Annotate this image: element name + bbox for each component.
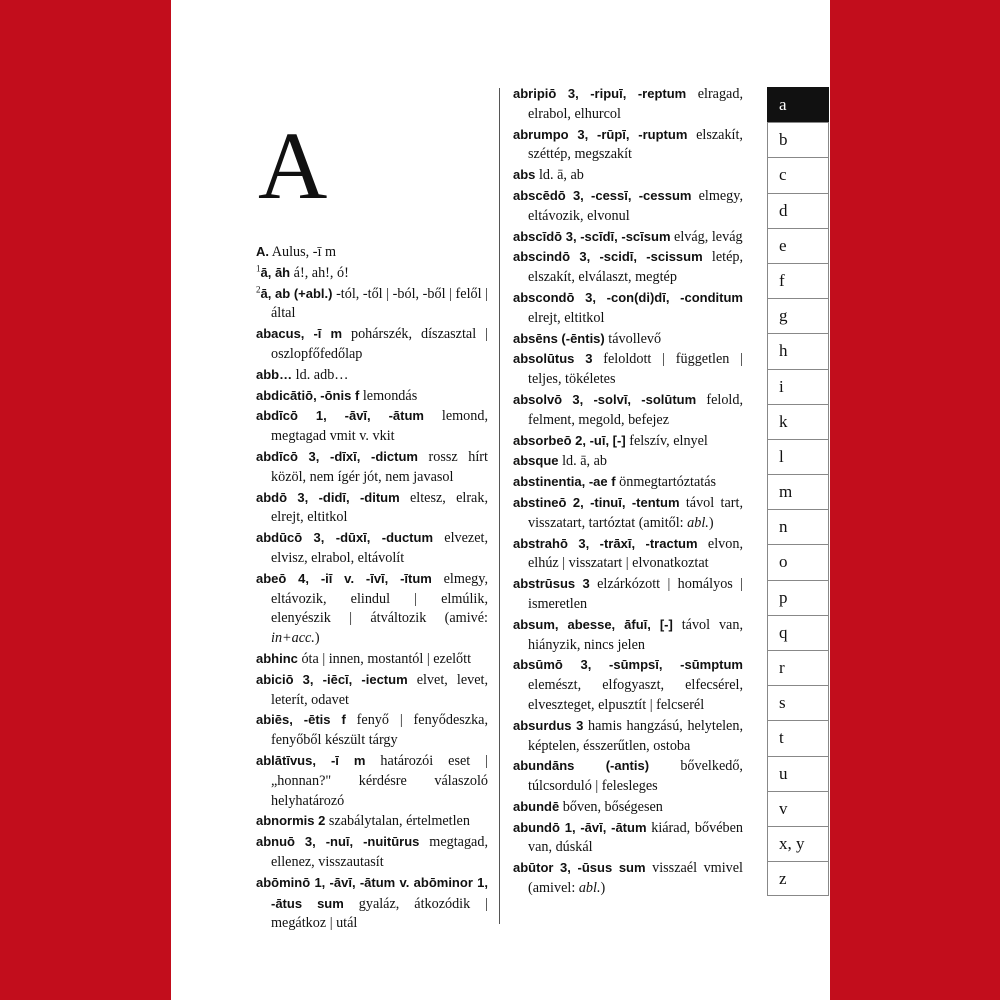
thumb-tab-k[interactable]: k [767,404,829,439]
headword: abrumpo 3, -rūpī, -ruptum [513,126,688,142]
dictionary-entry [513,472,743,493]
definition: ld. adb… [292,366,349,383]
thumb-tab-u[interactable]: u [767,756,829,791]
dictionary-entry [513,655,743,715]
definition: önmegtartóztatás [615,474,717,491]
dictionary-entry [256,488,488,529]
dictionary-entry [513,84,743,125]
headword: abdicātiō, -ōnis f [256,387,360,403]
grammar-note: in+acc. [271,630,315,647]
headword: absūmō 3, -sūmpsī, -sūmptum [513,657,743,673]
thumb-tab-n[interactable]: n [767,509,829,544]
thumb-index [767,87,829,896]
definition: elragad, elrabol, elhurcol [528,86,743,122]
definition: elvezet, elvisz, elrabol, eltávolít [271,530,488,566]
definition: szabálytalan, értelmetlen [325,813,470,830]
headword: abdō 3, -didī, -ditum [256,489,400,505]
headword: abstinentia, -ae f [513,474,616,490]
headword: abdīcō 1, -āvī, -ātum [256,408,424,424]
definition: távol van, hiányzik, nincs jelen [528,616,743,653]
definition: óta | innen, mostantól | ezelőtt [297,650,472,667]
headword: abhinc [256,650,298,666]
dictionary-entry [256,710,488,751]
headword: absque [513,453,559,469]
dictionary-entry [513,431,743,452]
definition: ld. ā, ab [558,453,607,470]
dictionary-entry [256,324,488,365]
thumb-tab-e[interactable]: e [767,228,829,263]
dictionary-entry [513,186,743,227]
dictionary-entry [256,365,488,386]
headword: abdīcō 3, -dīxī, -dictum [256,448,418,464]
headword: abiēs, -ētis f [256,712,346,728]
definition: megtagad, ellenez, visszautasít [271,834,488,870]
definition: határozói eset | „honnan?" kérdésre válaszoló helyhatározó [271,752,488,809]
definition: távol tart, visszatart, tartóztat (amitől: [528,494,743,531]
definition: felold, felment, megold, befejez [528,391,743,428]
definition: feloldott | független | teljes, tökéletes [528,351,743,388]
dictionary-entry [256,649,488,670]
headword: A. [256,244,269,259]
dictionary-entry [513,615,743,656]
thumb-tab-r[interactable]: r [767,650,829,685]
definition: elvet, levet, leterít, odavet [271,671,488,708]
dictionary-entry [513,329,743,350]
headword: abacus, -ī m [256,326,342,342]
thumb-tab-f[interactable]: f [767,263,829,298]
dictionary-entry [513,349,743,390]
definition-tail: ) [314,630,320,647]
headword: abundāns (-antis) [513,758,650,774]
dictionary-entry [513,797,743,818]
definition: gyaláz, átkozódik | megátkoz | utál [271,895,489,932]
headword: abnuō 3, -nuī, -nuitūrus [256,834,420,850]
headword: abundō 1, -āvī, -ātum [513,819,647,835]
dictionary-entry [256,811,488,832]
dictionary-entry [513,451,743,472]
headword: abundē [513,798,560,814]
thumb-tab-c[interactable]: c [767,157,829,192]
dictionary-entry [256,447,488,488]
headword: absēns (-ēntis) [513,330,605,346]
headword: absurdus 3 [513,717,584,733]
dictionary-entry [513,493,743,534]
headword: abeō 4, -iī v. -īvī, -ītum [256,570,432,586]
dictionary-entry [256,242,488,263]
headword: abdūcō 3, -dūxī, -ductum [256,530,434,546]
headword: abscondō 3, -con(di)dī, -conditum [513,289,743,305]
thumb-tab-d[interactable]: d [767,193,829,228]
dictionary-entry [256,528,488,569]
dictionary-entry [513,247,743,288]
headword: abscēdō 3, -cessī, -cessum [513,187,692,203]
thumb-tab-i[interactable]: i [767,369,829,404]
dictionary-entry [256,263,488,284]
headword: abripiō 3, -ripuī, -reptum [513,86,687,101]
grammar-note: abl. [578,880,601,897]
dictionary-entry [513,534,743,575]
left-column [256,242,488,934]
headword: abstineō 2, -tinuī, -tentum [513,494,680,510]
headword: ā, ab (+abl.) [260,285,333,301]
definition: elvon, elhúz | visszatart | elvonatkoztat [528,535,743,572]
definition: fenyő | fenyődeszka, fenyőből készült tárgy [271,712,489,749]
thumb-tab-z[interactable]: z [767,861,829,896]
dictionary-entry [513,125,743,166]
homonym-number: 1 [256,263,261,274]
headword: abb… [256,366,293,382]
section-letter: A [258,112,328,219]
headword: abstrūsus 3 [513,576,590,592]
grammar-note: abl. [687,514,709,531]
thumb-tab-xy[interactable]: x, y [767,826,829,861]
dictionary-entry [256,751,488,811]
column-divider [499,88,500,924]
definition: eltesz, elrak, elrejt, eltitkol [271,489,488,526]
definition: visszaél vmivel (amivel: [528,860,743,897]
headword: ā, āh [260,264,291,280]
thumb-tab-h[interactable]: h [767,333,829,368]
dictionary-entry [513,574,743,615]
definition: távollevő [604,330,662,347]
headword: abscīdō 3, -scīdī, -scīsum [513,228,671,244]
thumb-tab-m[interactable]: m [767,474,829,509]
definition: elmegy, eltávozik, elvonul [528,187,743,224]
dictionary-entry [513,165,743,186]
definition: Aulus, -ī m [269,244,337,260]
definition-tail: ) [708,514,714,531]
thumb-tab-g[interactable]: g [767,298,829,333]
definition: bővelkedő, túlcsorduló | felesleges [528,758,743,795]
thumb-tab-s[interactable]: s [767,685,829,720]
dictionary-entry [513,227,743,248]
definition: felszív, elnyel [625,432,708,449]
homonym-number: 2 [256,283,261,294]
headword: ablātīvus, -ī m [256,752,366,768]
definition: lemondás [359,387,418,404]
thumb-tab-b[interactable]: b [767,122,829,157]
headword: absorbeō 2, -uī, [-] [513,432,626,448]
definition: elrejt, eltitkol [528,309,605,326]
thumb-tab-l[interactable]: l [767,439,829,474]
headword: absolvō 3, -solvī, -solūtum [513,391,697,407]
definition: -tól, -től | -ból, -ből | felől | által [271,285,488,322]
thumb-tab-v[interactable]: v [767,791,829,826]
dictionary-entry [513,716,743,757]
headword: abiciō 3, -iēcī, -iectum [256,671,408,687]
dictionary-entry [513,288,743,329]
definition: elzárkózott | homályos | ismeretlen [528,576,743,612]
dictionary-entry [513,818,743,859]
definition: lemond, megtagad vmit v. vkit [271,408,488,445]
dictionary-entry [513,390,743,431]
dictionary-entry [256,873,488,934]
dictionary-entry [256,386,488,407]
definition: ld. ā, ab [535,167,584,184]
dictionary-entry [256,670,488,711]
headword: abstrahō 3, -trāxī, -tractum [513,535,698,551]
dictionary-entry [256,406,488,447]
definition: elmegy, eltávozik, elindul | elmúlik, elenyészik | átváltozik (amivé: [271,570,488,627]
definition: elemészt, elfogyaszt, elfecsérel, elveszteget, elpusztít | felcserél [528,677,743,713]
definition: kiárad, bővében van, dúskál [528,819,743,856]
headword: abs [513,167,536,183]
thumb-tab-p[interactable]: p [767,580,829,615]
dictionary-entry [256,832,488,873]
thumb-tab-o[interactable]: o [767,544,829,579]
definition: elvág, levág [670,228,743,245]
headword: abūtor 3, -ūsus sum [513,860,646,876]
thumb-tab-q[interactable]: q [767,615,829,650]
dictionary-entry [256,284,488,325]
definition: letép, elszakít, elválaszt, megtép [528,249,744,286]
headword: abscindō 3, -scidī, -scissum [513,249,703,265]
headword: abōminō 1, -āvī, -ātum v. abōminor 1, -ātus sum [256,874,488,911]
definition-tail: ) [600,880,606,897]
definition: rossz hírt közöl, nem ígér jót, nem javasol [271,448,488,485]
headword: abnormis 2 [256,813,326,829]
definition: pohárszék, díszasztal | oszlopfőfedőlap [271,326,488,362]
dictionary-entry [513,756,743,797]
definition: bőven, bőségesen [559,798,663,815]
definition: á!, ah!, ó! [290,264,349,281]
definition: elszakít, széttép, megszakít [528,126,743,163]
dictionary-entry [256,569,488,649]
headword: absum, abesse, āfuī, [-] [513,616,673,632]
right-column [513,84,743,899]
thumb-tab-a[interactable]: a [767,87,829,122]
definition: hamis hangzású, helytelen, képtelen, ésszerűtlen, ostoba [528,717,743,754]
thumb-tab-t[interactable]: t [767,720,829,755]
dictionary-entry [513,858,743,899]
headword: absolūtus 3 [513,351,593,367]
